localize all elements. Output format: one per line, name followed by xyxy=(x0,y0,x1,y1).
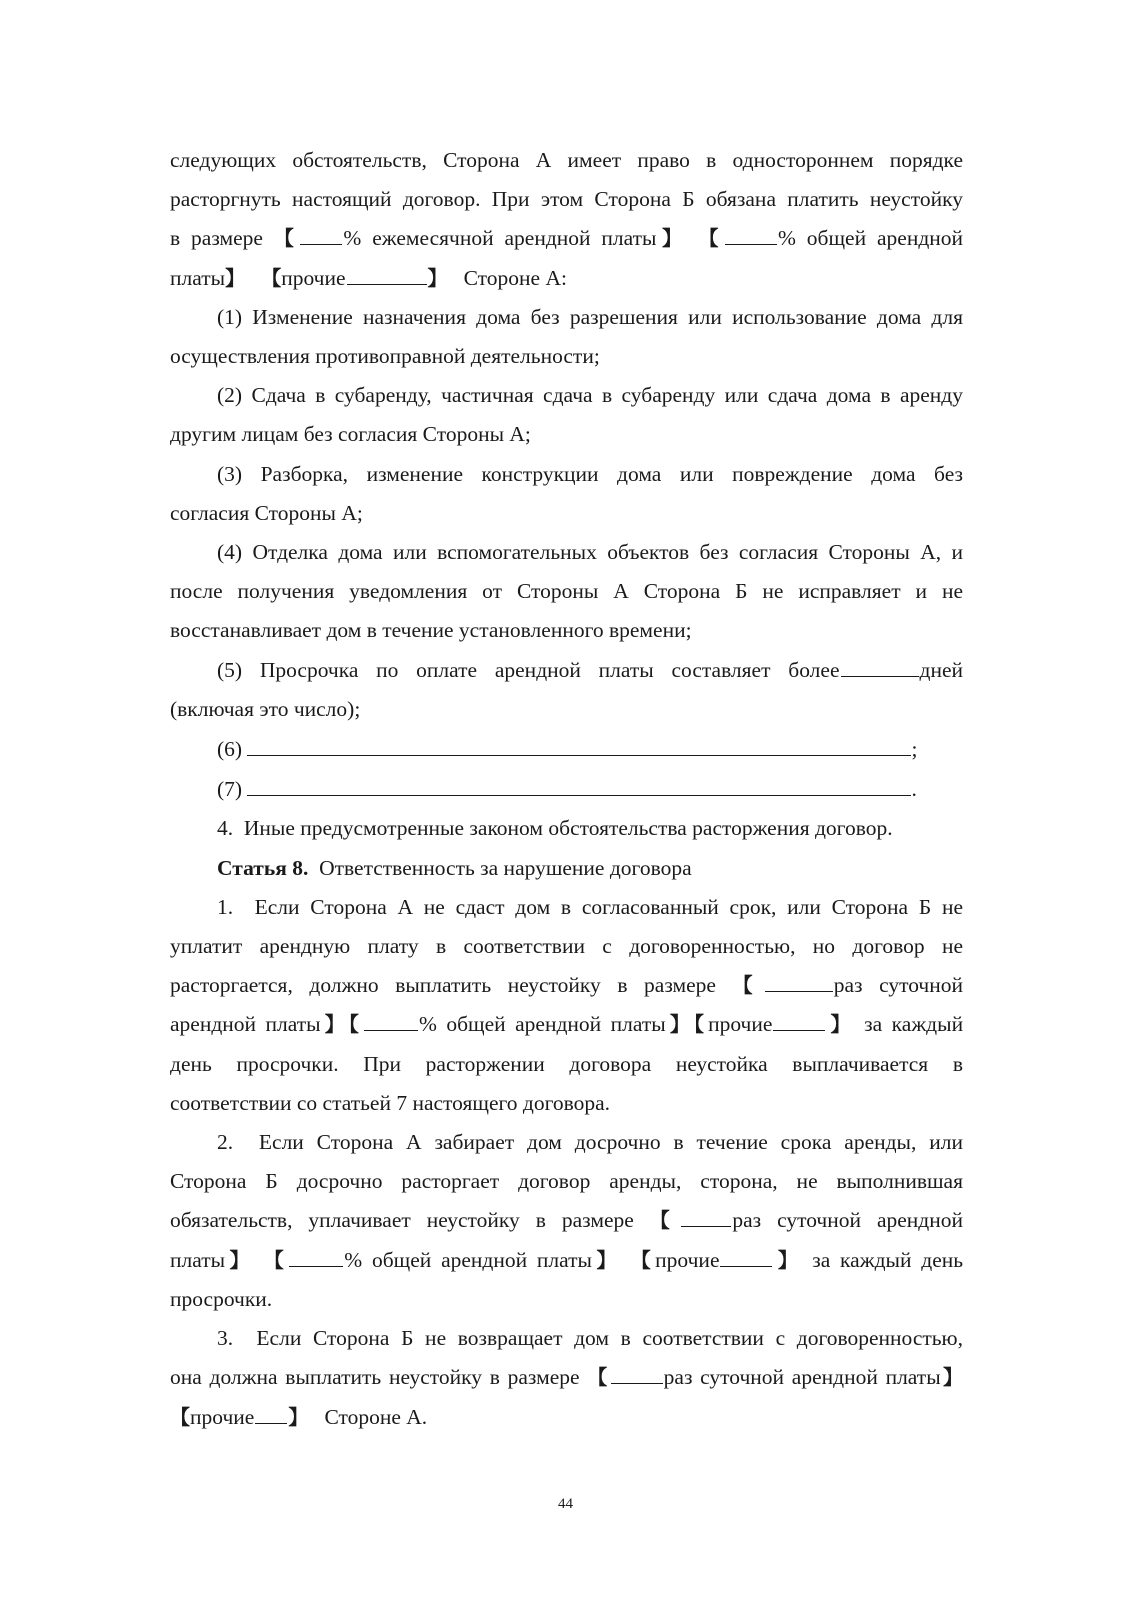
text-line: она должна выплатить неустойку в размере 【 раз суточной арендной платы】 xyxy=(170,1358,963,1397)
text-line xyxy=(170,849,963,888)
text-line: в размере 【 % ежемесячной арендной платы】 【 % общей арендной xyxy=(170,219,963,258)
blank-field xyxy=(364,1006,418,1031)
text-line: Сторона Б досрочно расторгает договор аренды, сторона, не выполнившая xyxy=(170,1169,963,1194)
text-line: 3. Если Сторона Б не возвращает дом в соответствии с договоренностью, xyxy=(217,1326,963,1351)
bracket-close: 】 xyxy=(427,265,448,290)
bracket-open: 【 xyxy=(261,265,282,290)
clause-4 xyxy=(170,809,963,848)
blank-field xyxy=(247,769,911,796)
bracket-close: 】 xyxy=(225,1247,254,1272)
bracket-close: 】 xyxy=(656,226,688,251)
bracket-open: 【 xyxy=(263,1247,289,1272)
text-line: расторгнуть настоящий договор. При этом Сторона Б обязана платить неустойку xyxy=(170,187,963,212)
text-line: 2. Если Сторона А забирает дом досрочно в течение срока аренды, или xyxy=(217,1130,963,1155)
blank-field xyxy=(247,729,911,756)
blank-field xyxy=(773,1006,825,1031)
list-item xyxy=(170,533,963,651)
text-line: 【прочие 】 Стороне А. xyxy=(170,1398,963,1437)
bracket-close: 】 xyxy=(773,1247,803,1272)
list-item xyxy=(170,769,963,809)
bracket-open: 【 xyxy=(693,1012,709,1037)
list-item xyxy=(170,298,963,376)
text-line: следующих обстоятельств, Сторона А имеет право в одностороннем порядке xyxy=(170,148,963,172)
list-item xyxy=(170,651,963,729)
blank-field xyxy=(289,1242,343,1267)
blank-field xyxy=(681,1202,731,1227)
article-8-clause-1 xyxy=(170,888,963,1123)
text-line: осуществления противоправной деятельности; xyxy=(170,344,600,369)
blank-field xyxy=(841,652,919,677)
page-number: 44 xyxy=(558,1496,573,1512)
bracket-open: 【 xyxy=(273,226,300,251)
bracket-open: 【 xyxy=(698,226,724,251)
blank-field xyxy=(765,967,833,992)
bracket-open: 【 xyxy=(587,1365,610,1390)
text-line: просрочки. xyxy=(170,1286,273,1311)
text-line: (5) Просрочка по оплате арендной платы составляет более дней xyxy=(170,651,963,690)
blank-field xyxy=(725,220,777,245)
text-line: день просрочки. При расторжении договора неустойка выплачивается в xyxy=(170,1051,963,1076)
blank-field xyxy=(347,260,427,285)
text-line: другим лицам без согласия Стороны А; xyxy=(170,422,531,447)
text-line: согласия Стороны А; xyxy=(170,500,363,525)
bracket-open: 【 xyxy=(630,1247,656,1272)
blank-field xyxy=(300,220,342,245)
list-item xyxy=(170,455,963,533)
bracket-close: 】 xyxy=(225,265,246,290)
text-line: платы】 【 % общей арендной платы】 【прочие 】 за каждый день xyxy=(170,1241,963,1280)
text-line: (2) Сдача в субаренду, частичная сдача в субаренду или сдача дома в аренду xyxy=(217,383,963,408)
blank-field xyxy=(611,1359,663,1384)
text-line: обязательств, уплачивает неустойку в размере 【 раз суточной арендной xyxy=(170,1201,963,1240)
article-heading xyxy=(170,849,963,888)
bracket-close: 】 xyxy=(592,1247,621,1272)
text-line: соответствии со статьей 7 настоящего договора. xyxy=(170,1090,611,1115)
text-line: (4) Отделка дома или вспомогательных объектов без согласия Стороны А, и xyxy=(217,540,963,565)
article-label: Статья 8. xyxy=(217,855,309,880)
text-line: 4. Иные предусмотренные законом обстоятельства расторжения договор. xyxy=(217,816,893,841)
blank-field xyxy=(720,1242,772,1267)
article-8-clause-3 xyxy=(170,1319,963,1437)
blank-field xyxy=(255,1399,287,1424)
text-line: (6) ; xyxy=(170,729,963,769)
document-body xyxy=(170,141,963,1437)
text-line: уплатит арендную плату в соответствии с договоренностью, но договор не xyxy=(170,934,963,959)
text-line: (1) Изменение назначения дома без разрешения или использование дома для xyxy=(217,304,963,329)
bracket-close: 】 xyxy=(665,1012,694,1037)
bracket-open: 【 xyxy=(348,1012,363,1037)
text-line: (7) . xyxy=(170,769,963,809)
list-item xyxy=(170,729,963,769)
bracket-close: 】 xyxy=(288,1404,309,1429)
text-line: (включая это число); xyxy=(170,696,361,721)
article-title: Ответственность за нарушение договора xyxy=(319,855,692,880)
text-line: расторгается, должно выплатить неустойку в размере 【 раз суточной xyxy=(170,966,963,1005)
article-8-clause-2 xyxy=(170,1123,963,1319)
text-line: арендной платы】【 % общей арендной платы】【прочие 】 за каждый xyxy=(170,1005,963,1044)
bracket-open: 【 xyxy=(170,1404,190,1429)
bracket-close: 】 xyxy=(320,1012,349,1037)
text-line: 1. Если Сторона А не сдаст дом в согласованный срок, или Сторона Б не xyxy=(217,894,963,919)
bracket-close: 】 xyxy=(826,1012,855,1037)
text-line: (3) Разборка, изменение конструкции дома или повреждение дома без xyxy=(217,461,963,486)
paragraph-termination-intro xyxy=(170,141,963,298)
text-line: восстанавливает дом в течение установленного времени; xyxy=(170,618,692,643)
bracket-close: 】 xyxy=(940,1365,963,1390)
text-line: после получения уведомления от Стороны А Сторона Б не исправляет и не xyxy=(170,579,963,604)
bracket-open: 【 xyxy=(649,1208,681,1233)
text-line: платы】 【прочие 】 Стороне А: xyxy=(170,259,963,298)
bracket-open: 【 xyxy=(732,973,764,998)
list-item xyxy=(170,376,963,454)
